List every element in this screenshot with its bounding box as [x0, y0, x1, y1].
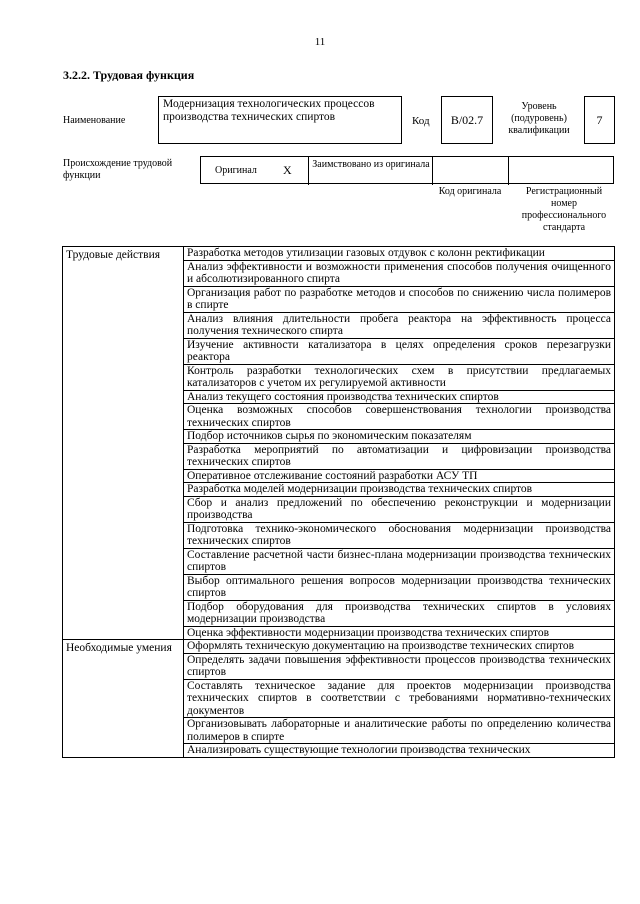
- original-label: Оригинал: [215, 165, 257, 176]
- original-mark: X: [283, 163, 292, 177]
- item-cell: Подбор оборудования для производства технических спиртов в условиях модернизации производства: [184, 600, 615, 626]
- name-label: Наименование: [63, 115, 126, 126]
- code-box: B/02.7: [441, 96, 493, 144]
- table-row: [63, 247, 615, 261]
- borrowed-cell: [309, 157, 433, 185]
- reg-number-caption: Регистрационный номер профессионального стандарта: [521, 186, 607, 233]
- item-cell: Составление расчетной части бизнес-плана модернизации производства технических спиртов: [184, 548, 615, 574]
- page-number: 11: [314, 36, 326, 48]
- item-cell: Составлять техническое задание для проектов модернизации производства технических спиртов в соответствии с требованиями нормативно-технических документов: [184, 679, 615, 718]
- item-cell: Подбор источников сырья по экономическим показателям: [184, 430, 615, 444]
- item-cell: Разработка методов утилизации газовых отдувок с колонн ректификации: [184, 247, 615, 261]
- item-cell: Контроль разработки технологических схем в присутствии предлагаемых катализаторов с учетом их регулируемой активности: [184, 364, 615, 390]
- code-label: Код: [412, 115, 430, 127]
- item-cell: Выбор оптимального решения вопросов модернизации производства технических спиртов: [184, 574, 615, 600]
- item-cell: Изучение активности катализатора в целях определения сроков перезагрузки реактора: [184, 338, 615, 364]
- level-label: Уровень (подуровень) квалификации: [508, 101, 570, 136]
- category-cell: Необходимые умения: [63, 640, 184, 758]
- item-cell: Определять задачи повышения эффективности процессов производства технических спиртов: [184, 653, 615, 679]
- item-cell: Подготовка технико-экономического обоснования модернизации производства технических спиртов: [184, 522, 615, 548]
- borrowed-label: Заимствовано из оригинала: [312, 159, 430, 170]
- item-cell: Анализ влияния длительности пробега реактора на эффективность процесса получения технического спирта: [184, 312, 615, 338]
- item-cell: Оперативное отслеживание состояний разработки АСУ ТП: [184, 469, 615, 483]
- code-original-caption: Код оригинала: [438, 186, 502, 197]
- origin-row: [200, 156, 614, 184]
- origin-label: Происхождение трудовой функции: [63, 158, 173, 181]
- item-cell: Анализ эффективности и возможности применения способов получения очищенного и абсолютизированного спирта: [184, 260, 615, 286]
- reg-number-cell: [509, 157, 613, 185]
- item-cell: Сбор и анализ предложений по обеспечению реконструкции и модернизации производства: [184, 496, 615, 522]
- item-cell: Анализ текущего состояния производства технических спиртов: [184, 390, 615, 404]
- function-name-box: Модернизация технологических процессов производства технических спиртов: [158, 96, 402, 144]
- code-original-cell: [433, 157, 509, 185]
- item-cell: Оценка возможных способов совершенствования технологии производства технических спиртов: [184, 404, 615, 430]
- item-cell: Оценка эффективности модернизации производства технических спиртов: [184, 626, 615, 640]
- original-cell: [201, 157, 309, 185]
- item-cell: Анализировать существующие технологии производства технических: [184, 744, 615, 758]
- category-cell: Трудовые действия: [63, 247, 184, 640]
- item-cell: Оформлять техническую документацию на производстве технических спиртов: [184, 640, 615, 654]
- section-title: 3.2.2. Трудовая функция: [63, 68, 195, 82]
- item-cell: Организация работ по разработке методов и способов по снижению числа полимеров в спирте: [184, 286, 615, 312]
- item-cell: Разработка моделей модернизации производства технических спиртов: [184, 483, 615, 497]
- item-cell: Разработка мероприятий по автоматизации и цифровизации производства технических спиртов: [184, 443, 615, 469]
- level-box: 7: [584, 96, 615, 144]
- item-cell: Организовывать лабораторные и аналитические работы по определению количества полимеров в спирте: [184, 718, 615, 744]
- function-table: [62, 246, 615, 758]
- table-row: [63, 640, 615, 654]
